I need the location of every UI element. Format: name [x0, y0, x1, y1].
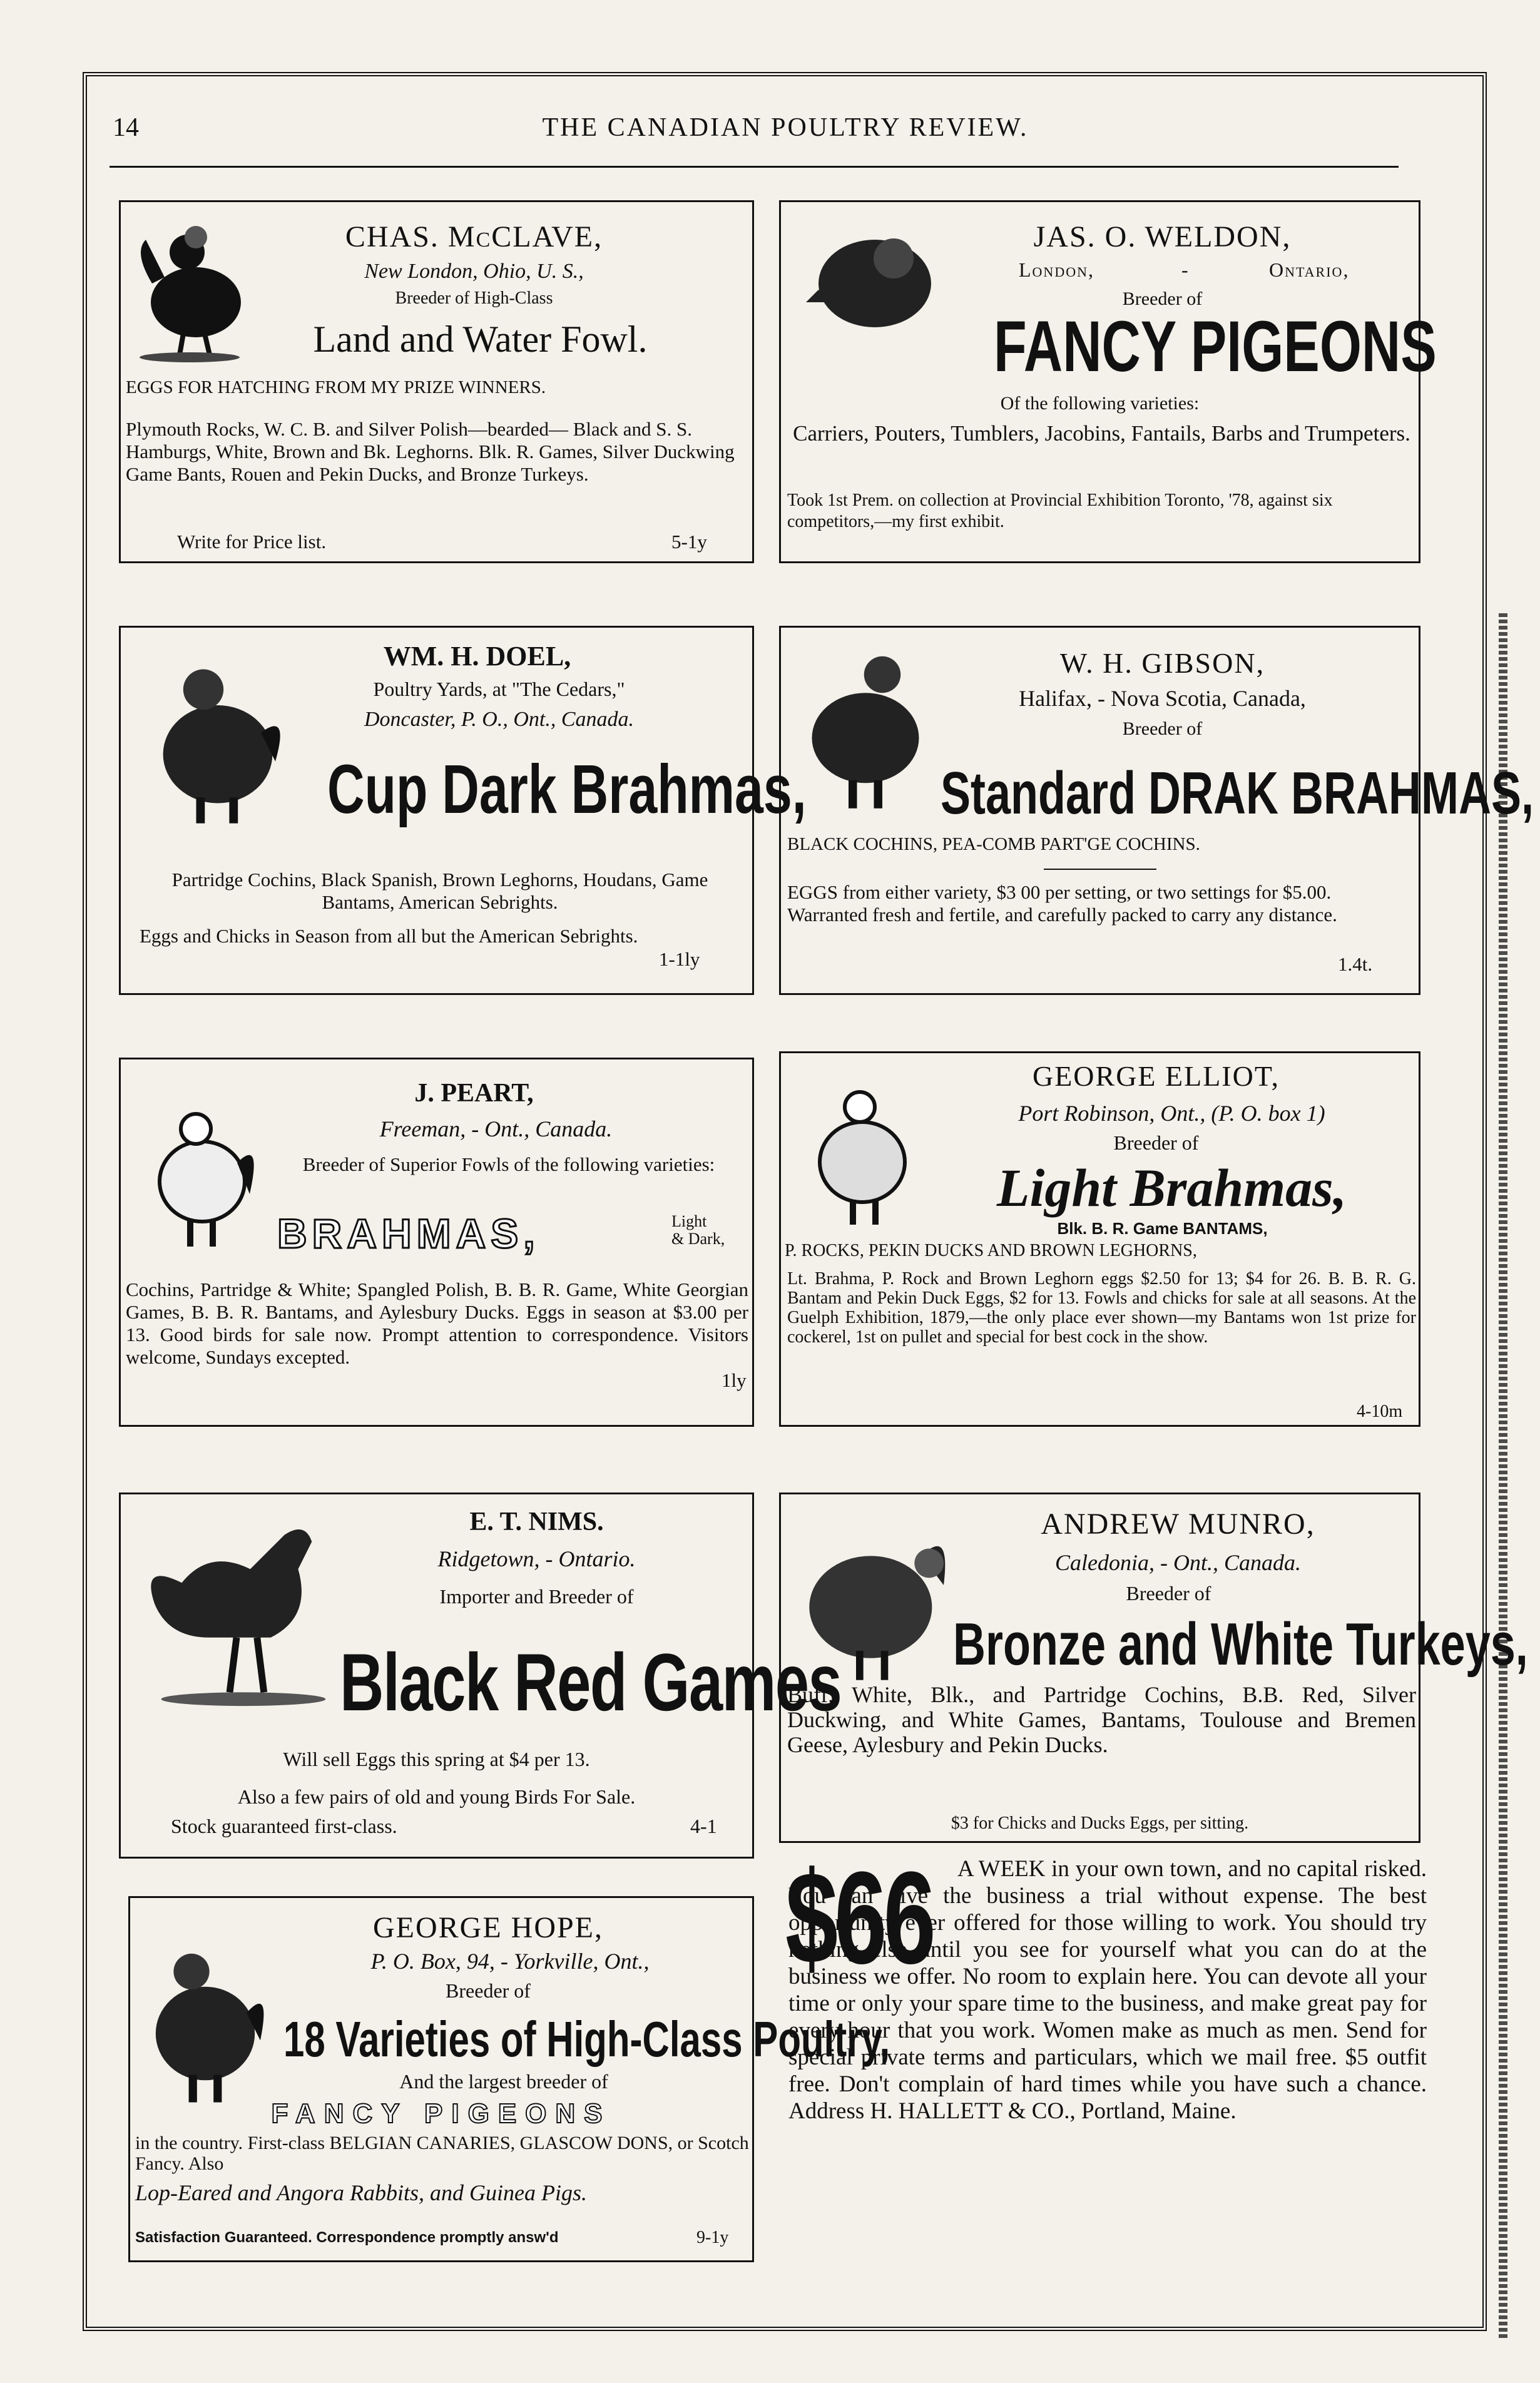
varieties: Partridge Cochins, Black Spanish, Brown Leghorns, Houdans, Game Bantams, American Sebrights.: [171, 869, 708, 913]
headline: FANCY PIGEONS: [994, 307, 1437, 387]
game-cock-icon: [127, 1507, 346, 1713]
pairs-note: Also a few pairs of old and young Birds For Sale.: [237, 1785, 636, 1808]
breeder-name: JAS. O. WELDON,: [1033, 220, 1292, 253]
ad-doel: [119, 626, 807, 995]
body-text: EGGS from either variety, $3 00 per setting, or two settings for $5.00. Warranted fresh and fertile, and carefully packed to carry any distance.: [787, 881, 1337, 926]
subhead: EGGS FOR HATCHING FROM MY PRIZE WINNERS.: [126, 377, 546, 397]
headline: Black Red Games: [340, 1636, 842, 1728]
breeder-name: CHAS. McCLAVE,: [345, 220, 603, 253]
headline: Land and Water Fowl.: [313, 319, 648, 360]
subhead-bantams: Blk. B. R. Game BANTAMS,: [1057, 1219, 1268, 1238]
divider: [1044, 869, 1156, 870]
importer-line: Importer and Breeder of: [439, 1585, 634, 1608]
breeder-line: Breeder of High-Class: [395, 288, 553, 308]
breeder-line: Breeder of: [1122, 718, 1203, 739]
ad-code: 5-1y: [671, 531, 707, 553]
animals-line: Lop-Eared and Angora Rabbits, and Guinea Pigs.: [135, 2180, 587, 2205]
page-header: [94, 110, 1477, 153]
breeder-name: W. H. GIBSON,: [1059, 647, 1265, 679]
ad-code: 1-1ly: [659, 948, 700, 970]
headline: Cup Dark Brahmas,: [327, 751, 807, 828]
breeder-line: Breeder of: [1122, 288, 1203, 309]
breeder-name: WM. H. DOEL,: [383, 641, 571, 671]
ad-gibson: [779, 626, 1534, 995]
varieties: Carriers, Pouters, Tumblers, Jacobins, Fantails, Barbs and Trumpeters.: [793, 421, 1410, 446]
ad-weldon: [779, 200, 1437, 563]
body-text: Plymouth Rocks, W. C. B. and Silver Polish—bearded— Black and S. S. Hamburgs, White, Brown and Bk. Leghorns. Blk. R. Games, Silver Duckwing Game Bants, Rouen and Pekin Ducks, and Bronze Turkeys.: [126, 418, 735, 485]
sixty-six-dollars: $66: [785, 1844, 933, 1991]
ad-code: 1.4t.: [1338, 953, 1373, 975]
yards: Poultry Yards, at "The Cedars,": [373, 678, 625, 700]
headline: Bronze and White Turkeys,: [953, 1611, 1528, 1678]
breeder-name: J. PEART,: [414, 1079, 534, 1108]
ad-mcclave: [119, 200, 754, 563]
largest-line: And the largest breeder of: [399, 2070, 608, 2093]
breeder-name: ANDREW MUNRO,: [1041, 1508, 1315, 1541]
eggs-note: Eggs and Chicks in Season from all but the American Sebrights.: [140, 925, 638, 947]
location: Freeman, - Ont., Canada.: [379, 1116, 613, 1141]
headline: Standard DRAK BRAHMAS,: [941, 760, 1534, 827]
page-number: 14: [113, 113, 139, 142]
ad-munro: [779, 1493, 1528, 1843]
varieties-label: Of the following varieties:: [1000, 393, 1200, 414]
body-text: Cochins, Partridge & White; Spangled Polish, B. B. R. Game, White Georgian Games, B. B. R. Bantams, and Aylesbury Ducks. Eggs in season at $3.00 per 13. Good birds for sale now. Prompt attention to correspondence. Visitors welcome, Sundays excepted.: [126, 1278, 748, 1368]
location: Port Robinson, Ont., (P. O. box 1): [1018, 1101, 1325, 1126]
breeder-line: Breeder of: [1113, 1131, 1199, 1154]
headline-side-1: Light: [671, 1212, 707, 1230]
header-rule: [110, 166, 1399, 168]
ad-elliot: [779, 1051, 1420, 1427]
location: New London, Ohio, U. S.,: [364, 260, 584, 283]
subhead-breeds: P. ROCKS, PEKIN DUCKS AND BROWN LEGHORNS,: [785, 1241, 1197, 1260]
ad-nims: [119, 1493, 842, 1859]
eggs-note: Will sell Eggs this spring at $4 per 13.: [283, 1748, 590, 1770]
body-text: Lt. Brahma, P. Rock and Brown Leghorn eggs $2.50 for 13; $4 for 26. B. B. R. G. Bantam and Pekin Duck Eggs, $2 for 13. Fowls and chicks for sale at all seasons. At the Guelph Exhibition, 1879,—the only place ever shown—my Bantams won 1st prize for cockerel, 1st on pullet and special for best cock in the show.: [787, 1269, 1416, 1347]
location: Doncaster, P. O., Ont., Canada.: [364, 708, 634, 731]
footer-left: Write for Price list.: [177, 531, 327, 553]
headline: 18 Varieties of High-Class Poultry,: [283, 2011, 890, 2067]
location: Halifax, - Nova Scotia, Canada,: [1019, 686, 1306, 711]
breeder-line: Breeder of: [446, 1979, 531, 2002]
prize-note: Took 1st Prem. on collection at Provincial Exhibition Toronto, '78, against six competitors,—my first exhibit.: [787, 491, 1333, 531]
footer: Satisfaction Guaranteed. Correspondence promptly answ'd: [135, 2229, 559, 2246]
subhead: BLACK COCHINS, PEA-COMB PART'GE COCHINS.: [787, 834, 1200, 854]
scan-edge: [1499, 613, 1507, 2340]
location-left: London,: [1019, 258, 1094, 281]
breeder-line: Breeder of Superior Fowls of the following varieties:: [302, 1153, 715, 1175]
ad-code: 9-1y: [696, 2228, 729, 2247]
body-text: in the country. First-class BELGIAN CANARIES, GLASCOW DONS, or Scotch Fancy. Also: [135, 2133, 749, 2174]
ad-code: 4-1: [690, 1815, 717, 1837]
ad-code: 4-10m: [1357, 1402, 1403, 1421]
journal-title: THE CANADIAN POULTRY REVIEW.: [542, 113, 1029, 142]
body-text: Buff, White, Blk., and Partridge Cochins, B.B. Red, Silver Duckwing, and White Games, Bantams, Toulouse and Bremen Geese, Aylesbury and Pekin Ducks.: [787, 1682, 1416, 1757]
location: Ridgetown, - Ontario.: [437, 1546, 636, 1571]
breeder-name: GEORGE HOPE,: [373, 1911, 603, 1944]
location: P. O. Box, 94, - Yorkville, Ont.,: [370, 1949, 650, 1974]
ad-code: 1ly: [722, 1369, 747, 1391]
breeder-name: E. T. NIMS.: [469, 1508, 604, 1536]
stock-note: Stock guaranteed first-class.: [171, 1815, 397, 1837]
ad-peart: [119, 1058, 754, 1427]
breeder-line: Breeder of: [1126, 1582, 1211, 1605]
location-right: Ontario,: [1269, 258, 1350, 281]
ad-hope: [128, 1896, 890, 2262]
price-note: $3 for Chicks and Ducks Eggs, per sitting.: [951, 1814, 1249, 1833]
headline: BRAHMAS,: [277, 1210, 540, 1257]
location-separator: -: [1181, 258, 1188, 281]
headline-side-2: & Dark,: [671, 1230, 725, 1248]
hallett-body: A WEEK in your own town, and no capital risked. You can give the business a trial without expense. The best opportunity ever offered for those willing to work. You should try nothing else until you see for yourself what you can do at the business we offer. No room to explain here. You can devote all your time or only your spare time to the business, and make great pay for every hour that you work. Women make as much as men. Send for special private terms and particulars, which we mail free. $5 outfit free. Don't complain of hard times while you have such a chance. Address H. HALLETT & CO., Portland, Maine.: [788, 1856, 1427, 2124]
fancy-pigeons: FANCY PIGEONS: [271, 2098, 611, 2129]
headline: Light Brahmas,: [996, 1158, 1347, 1218]
location: Caledonia, - Ont., Canada.: [1055, 1550, 1301, 1575]
breeder-name: GEORGE ELLIOT,: [1032, 1060, 1280, 1092]
